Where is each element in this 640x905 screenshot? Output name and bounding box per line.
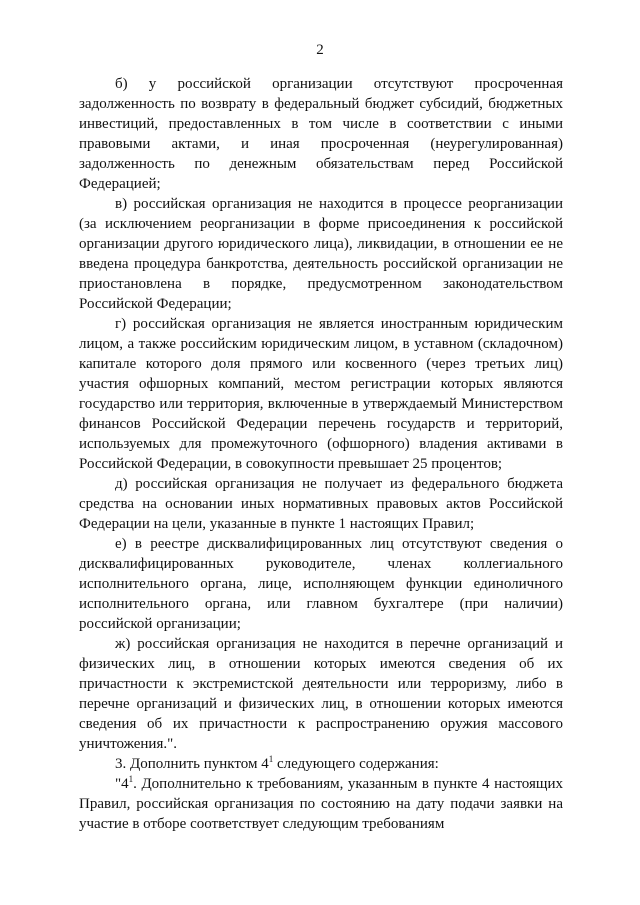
- page-number: 2: [316, 42, 324, 58]
- paragraph-b: б) у российской организации отсутствуют просроченная задолженность по возврату в федеральный бюджет субсидий, бюджетных инвестиций, предоставленных в том числе в соответствии с иными правовыми актами, и иная просроченная (неурегулированная) задолженность по денежным обязательствам перед Российской Федерацией;: [79, 76, 563, 192]
- paragraph-v: в) российская организация не находится в процессе реорганизации (за исключением реорганизации в форме присоединения к российской организации другого юридического лица), ликвидации, в отношении ее не введена процедура банкротства, деятельность российской организации не приостановлена в порядке, предусмотренном законодательством Российской Федерации;: [79, 196, 563, 312]
- item-4-1-superscript: 1: [128, 774, 134, 784]
- item-3-paragraph: [79, 754, 563, 774]
- paragraph-g: г) российская организация не является иностранным юридическим лицом, а также российским юридическим лицом, в уставном (складочном) капитале которого доля прямого или косвенного (через третьих лиц) участия офшорных компаний, местом регистрации которых являются государство или территория, включенные в утверждаемый Министерством финансов Российской Федерации перечень государств и территорий, используемых для промежуточного (офшорного) владения активами в Российской Федерации, в совокупности превышает 25 процентов;: [79, 316, 563, 472]
- item-3-superscript: 1: [268, 754, 274, 764]
- item-4-1-text-start: "4: [115, 776, 129, 792]
- item-4-1-text-end: . Дополнительно к требованиям, указанным в пункте 4 настоящих Правил, российская организация по состоянию на дату подачи заявки на участие в отборе соответствует следующим требованиям: [79, 776, 563, 832]
- item-3-text-start: 3. Дополнить пунктом 4: [115, 756, 269, 772]
- item-4-1-paragraph: [79, 774, 563, 834]
- paragraph-zh: ж) российская организация не находится в перечне организаций и физических лиц, в отношении которых имеются сведения об их причастности к экстремистской деятельности или терроризму, либо в перечне организаций и физических лиц, в отношении которых имеются сведения об их причастности к распространению оружия массового уничтожения.".: [79, 636, 563, 752]
- paragraph-e: е) в реестре дисквалифицированных лиц отсутствуют сведения о дисквалифицированных руководителе, членах коллегиального исполнительного органа, лице, исполняющем функции единоличного исполнительного органа, или главном бухгалтере (при наличии) российской организации;: [79, 536, 563, 632]
- paragraph-d: д) российская организация не получает из федерального бюджета средства на основании иных нормативных правовых актов Российской Федерации на цели, указанные в пункте 1 настоящих Правил;: [79, 476, 563, 532]
- item-3-text-end: следующего содержания:: [273, 756, 439, 772]
- document-body: [79, 74, 563, 834]
